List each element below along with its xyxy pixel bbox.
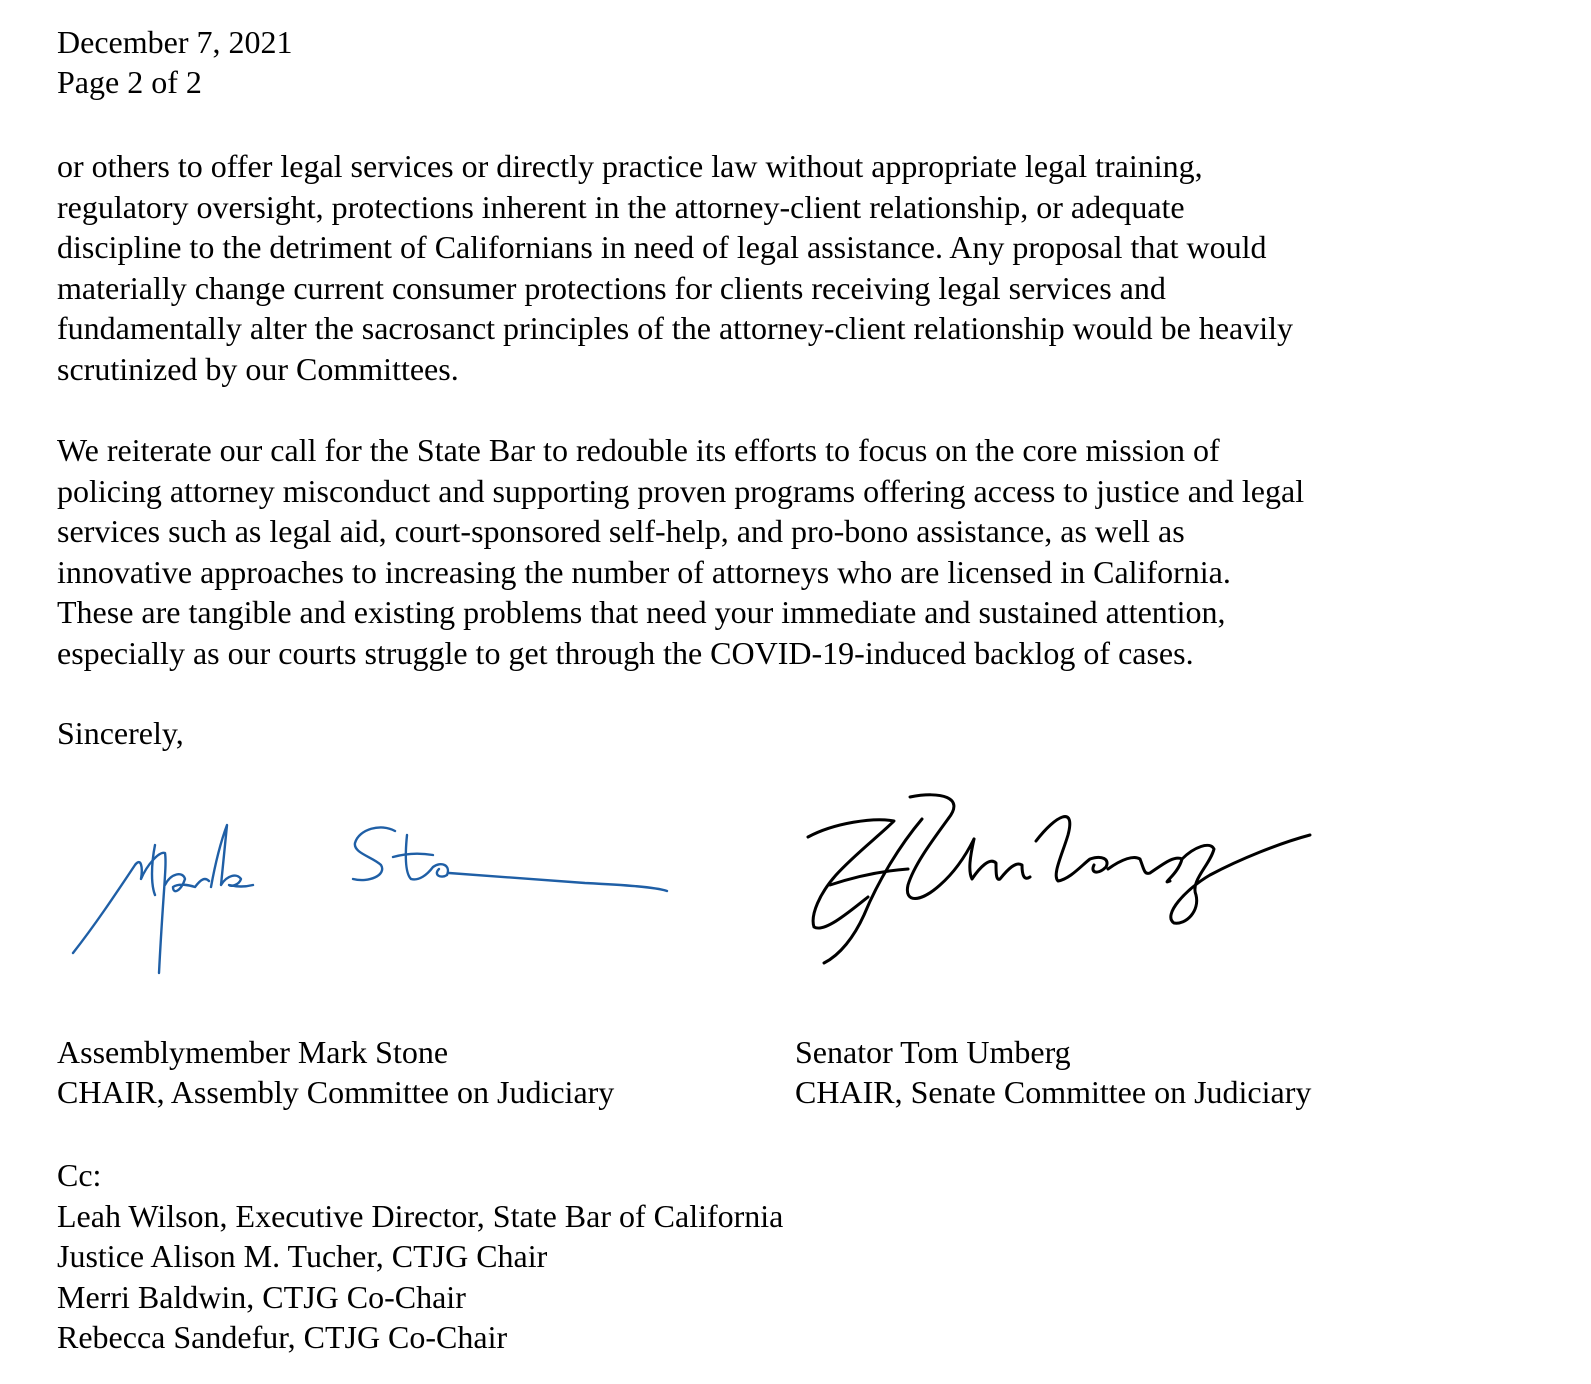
paragraph-line: These are tangible and existing problems that need your immediate and sustained attention, bbox=[57, 594, 1226, 630]
cc-recipient: Leah Wilson, Executive Director, State Bar of California bbox=[57, 1197, 784, 1234]
paragraph-line: services such as legal aid, court-sponsored self-help, and pro-bono assistance, as well as bbox=[57, 513, 1185, 549]
body-paragraph-1 bbox=[57, 146, 1293, 389]
paragraph-line: innovative approaches to increasing the number of attorneys who are licensed in California. bbox=[57, 553, 1231, 590]
signer-title: CHAIR, Senate Committee on Judiciary bbox=[795, 1074, 1312, 1110]
signer-name: Assemblymember Mark Stone bbox=[57, 1034, 449, 1070]
signer-name: Senator Tom Umberg bbox=[795, 1034, 1071, 1070]
signer-title: CHAIR, Assembly Committee on Judiciary bbox=[57, 1074, 615, 1110]
paragraph-line: scrutinized by our Committees. bbox=[57, 350, 459, 387]
body-paragraph-2 bbox=[57, 430, 1304, 673]
closing-salutation: Sincerely, bbox=[57, 715, 184, 751]
signature-tom-umberg bbox=[790, 785, 1350, 975]
paragraph-line: materially change current consumer protections for clients receiving legal services and bbox=[57, 269, 1166, 306]
page-number: Page 2 of 2 bbox=[57, 64, 202, 100]
paragraph-line: or others to offer legal services or directly practice law without appropriate legal training, bbox=[57, 148, 1203, 184]
paragraph-line: policing attorney misconduct and supporting proven programs offering access to justice and legal bbox=[57, 472, 1305, 509]
cc-recipient: Merri Baldwin, CTJG Co-Chair bbox=[57, 1278, 466, 1315]
letter-header bbox=[57, 22, 292, 102]
signer-block-left bbox=[57, 1032, 614, 1112]
paragraph-line: fundamentally alter the sacrosanct principles of the attorney-client relationship would be heavily bbox=[57, 310, 1294, 346]
cc-recipient: Rebecca Sandefur, CTJG Co-Chair bbox=[57, 1319, 508, 1355]
paragraph-line: regulatory oversight, protections inherent in the attorney-client relationship, or adequate bbox=[57, 188, 1185, 225]
paragraph-line: discipline to the detriment of Californians in need of legal assistance. Any proposal that would bbox=[57, 229, 1267, 265]
signer-block-right bbox=[795, 1032, 1311, 1112]
cc-label: Cc: bbox=[57, 1157, 102, 1193]
cc-list bbox=[57, 1155, 783, 1358]
signature-mark-stone bbox=[55, 795, 695, 985]
cc-recipient: Justice Alison M. Tucher, CTJG Chair bbox=[57, 1238, 548, 1274]
paragraph-line: especially as our courts struggle to get through the COVID-19-induced backlog of cases. bbox=[57, 634, 1194, 671]
letter-date: December 7, 2021 bbox=[57, 24, 293, 60]
paragraph-line: We reiterate our call for the State Bar to redouble its efforts to focus on the core mission of bbox=[57, 432, 1220, 468]
